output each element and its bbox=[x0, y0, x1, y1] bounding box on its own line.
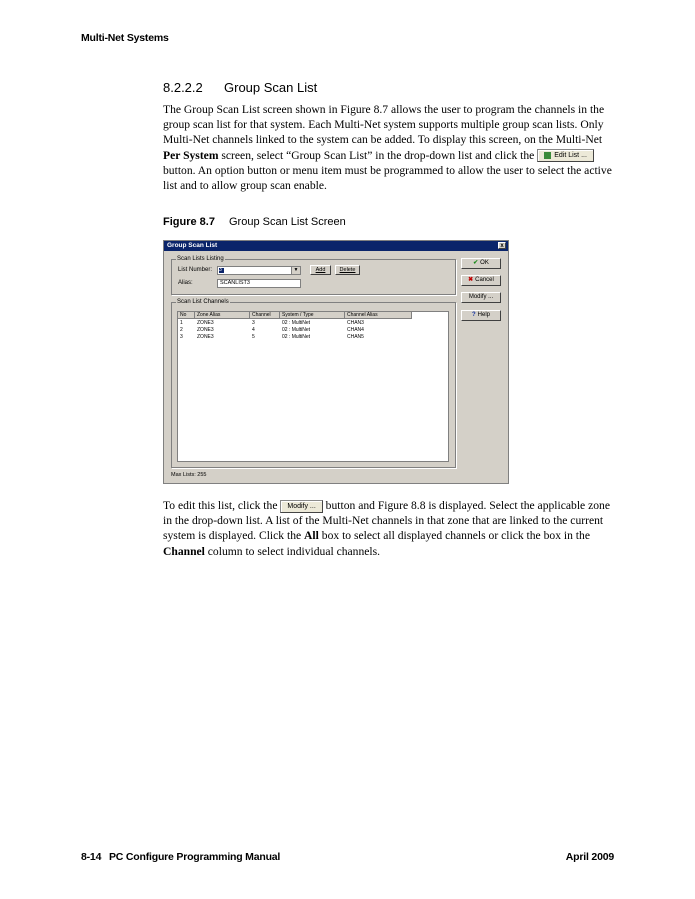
cell-channel-alias: CHAN4 bbox=[347, 327, 364, 333]
cancel-label: Cancel bbox=[475, 277, 494, 283]
para2-text2: button and Figure 8.8 is displayed. Select the applicable zone in the drop-down list. A list of the Multi-Net channels in that zone that are linked to the current system is displayed. Click the bbox=[163, 499, 610, 543]
figure-title: Group Scan List Screen bbox=[229, 216, 346, 228]
group-label: Scan List Channels bbox=[177, 299, 229, 305]
list-number-value: 3 bbox=[219, 268, 224, 273]
cell-zone-alias: ZONE3 bbox=[197, 334, 214, 340]
cell-no: 3 bbox=[180, 334, 183, 340]
cell-channel: 5 bbox=[252, 334, 255, 340]
para2-text3: box to select all displayed channels or click the box in the bbox=[318, 529, 590, 543]
dialog-title-bar bbox=[164, 241, 508, 251]
cell-channel: 4 bbox=[252, 327, 255, 333]
alias-input[interactable]: SCANLIST3 bbox=[217, 279, 301, 288]
para1-text2: screen, select “Group Scan List” in the drop-down list and click the bbox=[218, 148, 538, 162]
manual-title: PC Configure Programming Manual bbox=[109, 851, 281, 863]
edit-list-label: Edit List ... bbox=[554, 152, 587, 160]
para1-text3: button. An option button or menu item must be programmed to allow the user to select the active list and to allow group scan enable. bbox=[163, 163, 612, 193]
channels-list[interactable] bbox=[177, 311, 449, 462]
edit-list-button-image bbox=[537, 149, 594, 162]
running-header: Multi-Net Systems bbox=[81, 32, 169, 44]
help-label: Help bbox=[477, 312, 490, 318]
close-icon[interactable]: x bbox=[498, 242, 506, 249]
modify-label: Modify ... bbox=[468, 294, 494, 300]
column-header-zone-alias[interactable]: Zone Alias bbox=[195, 312, 250, 319]
help-button[interactable] bbox=[461, 310, 501, 321]
cell-no: 1 bbox=[180, 320, 183, 326]
check-icon: ✔ bbox=[473, 260, 479, 266]
scan-lists-listing-group bbox=[171, 256, 456, 295]
footer-left bbox=[81, 851, 280, 863]
footer-date: April 2009 bbox=[565, 851, 614, 863]
figure-label: Figure 8.7 bbox=[163, 216, 215, 228]
para2-text4: column to select individual channels. bbox=[204, 544, 381, 558]
cell-no: 2 bbox=[180, 327, 183, 333]
column-header-system-type[interactable]: System / Type bbox=[280, 312, 345, 319]
group-scan-list-dialog bbox=[163, 240, 509, 484]
figure-caption bbox=[163, 216, 346, 228]
table-row[interactable] bbox=[178, 334, 448, 341]
cross-icon: ✖ bbox=[468, 277, 474, 283]
max-lists-status: Max Lists: 255 bbox=[171, 472, 207, 478]
page-number: 8-14 bbox=[81, 851, 102, 863]
cell-system-type: 02 : MultiNet bbox=[282, 320, 311, 326]
scan-list-channels-group bbox=[171, 299, 456, 468]
column-header-channel-alias[interactable]: Channel Alias bbox=[345, 312, 412, 319]
ok-button[interactable] bbox=[461, 258, 501, 269]
modify-inline-label: Modify ... bbox=[287, 502, 316, 510]
dialog-title: Group Scan List bbox=[167, 242, 218, 249]
delete-label: Delete bbox=[339, 267, 356, 273]
section-title: Group Scan List bbox=[224, 80, 318, 95]
para2-bold2: Channel bbox=[163, 544, 205, 558]
column-header-channel[interactable]: Channel bbox=[250, 312, 280, 319]
chevron-down-icon[interactable]: ▼ bbox=[291, 267, 300, 274]
add-label: Add bbox=[315, 267, 326, 273]
section-heading bbox=[163, 80, 317, 95]
cell-system-type: 02 : MultiNet bbox=[282, 334, 311, 340]
column-header-no[interactable]: No bbox=[178, 312, 195, 319]
cancel-button[interactable] bbox=[461, 275, 501, 286]
list-icon bbox=[544, 152, 551, 159]
cell-system-type: 02 : MultiNet bbox=[282, 327, 311, 333]
cell-zone-alias: ZONE3 bbox=[197, 327, 214, 333]
group-label: Scan Lists Listing bbox=[177, 256, 224, 262]
table-row[interactable] bbox=[178, 327, 448, 334]
delete-button[interactable] bbox=[335, 265, 360, 275]
modify-button-image bbox=[280, 500, 322, 513]
para1-text1: The Group Scan List screen shown in Figure 8.7 allows the user to program the channels in the group scan list for that system. Each Multi-Net system supports multiple group scan lists. Only Multi-Net channels linked to the system can be added. To display this screen, on the Multi-Net bbox=[163, 103, 605, 147]
cell-zone-alias: ZONE3 bbox=[197, 320, 214, 326]
section-number: 8.2.2.2 bbox=[163, 80, 203, 95]
para2-bold1: All bbox=[304, 529, 319, 543]
alias-label: Alias: bbox=[178, 280, 193, 286]
add-button[interactable] bbox=[310, 265, 331, 275]
ok-label: OK bbox=[480, 260, 489, 266]
help-icon: ? bbox=[471, 312, 476, 318]
modify-button[interactable] bbox=[461, 292, 501, 303]
para2-text1: To edit this list, click the bbox=[163, 499, 281, 512]
cell-channel-alias: CHAN3 bbox=[347, 320, 364, 326]
paragraph-edit bbox=[163, 498, 615, 559]
cell-channel-alias: CHAN5 bbox=[347, 334, 364, 340]
list-number-select[interactable] bbox=[217, 266, 301, 275]
paragraph-intro bbox=[163, 102, 615, 193]
cell-channel: 3 bbox=[252, 320, 255, 326]
para1-bold1: Per System bbox=[163, 148, 219, 162]
list-number-label: List Number: bbox=[178, 267, 213, 273]
table-row[interactable] bbox=[178, 320, 448, 327]
